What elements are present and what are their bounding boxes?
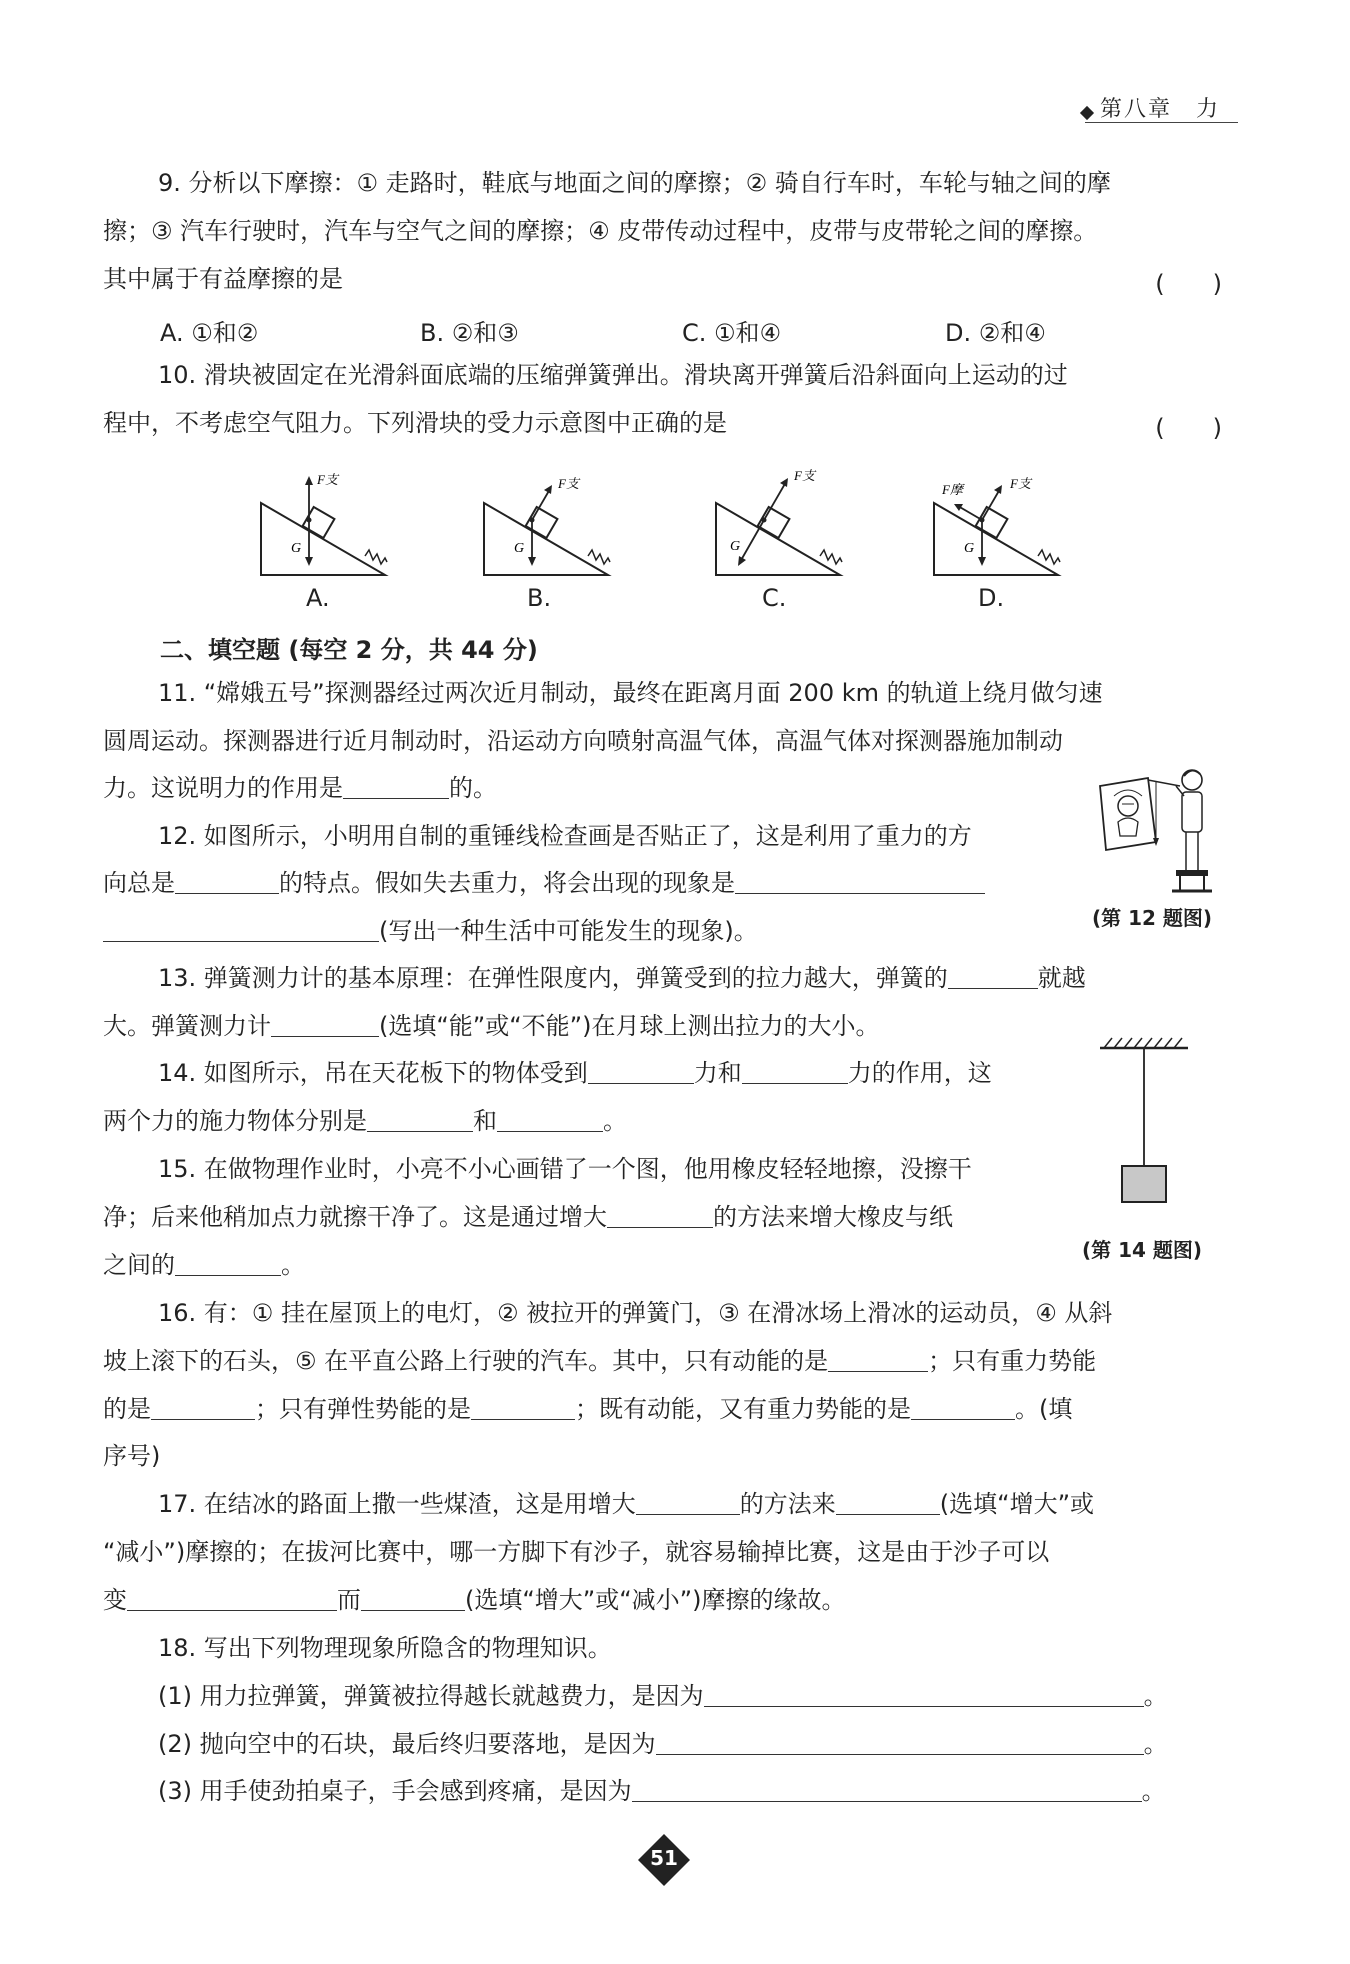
q13-blank-1[interactable] bbox=[948, 966, 1038, 989]
q14-line-1-text: 14. 如图所示，吊在天花板下的物体受到 bbox=[158, 1059, 588, 1087]
section-2-title: 二、填空题 (每空 2 分，共 44 分) bbox=[160, 636, 538, 664]
q18-blank-3[interactable] bbox=[632, 1779, 1142, 1802]
q13-blank-2[interactable] bbox=[271, 1014, 379, 1037]
chapter-header: 第八章 力 bbox=[1099, 97, 1220, 122]
q17-line-3-end: (选填“增大”或“减小”)摩擦的缘故。 bbox=[465, 1586, 846, 1614]
q11-line-1: 11. “嫦娥五号”探测器经过两次近月制动，最终在距离月面 200 km 的轨道上绕月做匀速 bbox=[158, 679, 1103, 707]
q17-line-1-mid: 的方法来 bbox=[739, 1490, 836, 1518]
q17-line-1-text: 17. 在结冰的路面上撒一些煤渣，这是用增大 bbox=[158, 1490, 636, 1518]
q16-line-3-mid-1: ；只有弹性势能的是 bbox=[255, 1395, 471, 1423]
q12-blank-2-cont[interactable] bbox=[103, 919, 379, 942]
q12-line-2-mid: 的特点。假如失去重力，将会出现的现象是 bbox=[279, 869, 735, 897]
q12-line-1: 12. 如图所示，小明用自制的重锤线检查画是否贴正了，这是利用了重力的方 bbox=[158, 822, 972, 850]
q10-c-support-label: F支 bbox=[794, 468, 815, 483]
q13-line-2-end: (选填“能”或“不能”)在月球上测出拉力的大小。 bbox=[379, 1012, 880, 1040]
q16-line-2-text: 坡上滚下的石头，⑤ 在平直公路上行驶的汽车。其中，只有动能的是 bbox=[103, 1347, 829, 1375]
q12-line-2 bbox=[103, 868, 985, 898]
header-rule bbox=[1085, 122, 1238, 123]
q10-figure-b bbox=[478, 470, 618, 580]
q15-blank-1[interactable] bbox=[607, 1205, 713, 1228]
q16-line-3 bbox=[103, 1394, 1072, 1424]
q9-line-1: 9. 分析以下摩擦：① 走路时，鞋底与地面之间的摩擦；② 骑自行车时，车轮与轴之间的摩 bbox=[158, 169, 1111, 197]
q17-blank-1[interactable] bbox=[636, 1492, 740, 1515]
q14-line-2 bbox=[103, 1106, 627, 1136]
q12-figure-plumb-line bbox=[1092, 766, 1232, 906]
q17-line-3-mid: 而 bbox=[337, 1586, 361, 1614]
q10-d-support-label: F支 bbox=[1010, 476, 1031, 491]
q15-line-2 bbox=[103, 1202, 953, 1232]
q18-sub-1 bbox=[158, 1681, 1168, 1711]
q14-line-2-text: 两个力的施力物体分别是 bbox=[103, 1107, 367, 1135]
q15-blank-2[interactable] bbox=[175, 1253, 281, 1276]
q18-line-1: 18. 写出下列物理现象所隐含的物理知识。 bbox=[158, 1634, 612, 1662]
q15-line-2-text: 净；后来他稍加点力就擦干净了。这是通过增大 bbox=[103, 1203, 607, 1231]
q15-line-3-text: 之间的 bbox=[103, 1251, 175, 1279]
q9-answer-paren: ( ) bbox=[1155, 270, 1222, 298]
q16-line-1: 16. 有：① 挂在屋顶上的电灯，② 被拉开的弹簧门，③ 在滑冰场上滑冰的运动员，④ 从斜 bbox=[158, 1299, 1113, 1327]
q14-line-1-mid: 力和 bbox=[693, 1059, 742, 1087]
q9-option-b: B. ②和③ bbox=[420, 319, 519, 347]
q16-blank-4[interactable] bbox=[911, 1397, 1015, 1420]
q18-blank-1[interactable] bbox=[704, 1684, 1144, 1707]
q10-d-gravity-label: G bbox=[964, 541, 975, 556]
q10-figure-d-label: D. bbox=[978, 584, 1005, 612]
q16-line-2-end: ；只有重力势能 bbox=[928, 1347, 1097, 1375]
q12-line-2-text: 向总是 bbox=[103, 869, 175, 897]
q14-figure-caption: (第 14 题图) bbox=[1082, 1238, 1203, 1262]
page-number: 51 bbox=[650, 1846, 678, 1870]
q17-line-1 bbox=[158, 1489, 1094, 1519]
q15-line-1: 15. 在做物理作业时，小亮不小心画错了一个图，他用橡皮轻轻地擦，没擦干 bbox=[158, 1155, 972, 1183]
q12-blank-1[interactable] bbox=[175, 871, 279, 894]
q10-figure-c-label: C. bbox=[762, 584, 787, 612]
q12-figure-caption: (第 12 题图) bbox=[1092, 906, 1213, 930]
q11-line-3 bbox=[103, 773, 497, 803]
q11-line-3-end: 的。 bbox=[449, 774, 497, 802]
q12-line-3-text: (写出一种生活中可能发生的现象)。 bbox=[379, 917, 758, 945]
q10-figure-a-label: A. bbox=[306, 584, 330, 612]
q10-figure-c bbox=[710, 466, 850, 580]
q10-answer-paren: ( ) bbox=[1155, 414, 1222, 442]
q10-d-friction-label: F摩 bbox=[942, 482, 963, 497]
q16-line-4: 序号) bbox=[103, 1442, 161, 1470]
q9-option-c: C. ①和④ bbox=[682, 319, 782, 347]
q14-blank-4[interactable] bbox=[497, 1109, 603, 1132]
q11-line-3-text: 力。这说明力的作用是 bbox=[103, 774, 343, 802]
q14-blank-1[interactable] bbox=[588, 1061, 694, 1084]
q9-line-3: 其中属于有益摩擦的是 bbox=[103, 265, 343, 293]
q14-line-1-end: 力的作用，这 bbox=[847, 1059, 992, 1087]
q10-c-gravity-label: G bbox=[730, 539, 741, 554]
header-diamond-icon bbox=[1080, 106, 1094, 120]
q18-sub-3 bbox=[158, 1776, 1166, 1806]
q11-blank[interactable] bbox=[343, 776, 449, 799]
q18-sub-2-text: (2) 抛向空中的石块，最后终归要落地，是因为 bbox=[158, 1730, 656, 1758]
q16-line-3-text: 的是 bbox=[103, 1395, 151, 1423]
q17-line-3-text: 变 bbox=[103, 1586, 127, 1614]
q16-line-3-mid-2: ；既有动能，又有重力势能的是 bbox=[575, 1395, 911, 1423]
q18-sub-2-end: 。 bbox=[1143, 1730, 1168, 1758]
page-number-badge bbox=[638, 1834, 690, 1886]
q13-line-1-text: 13. 弹簧测力计的基本原理：在弹性限度内，弹簧受到的拉力越大，弹簧的 bbox=[158, 964, 948, 992]
q12-line-3 bbox=[103, 916, 758, 946]
q15-line-3 bbox=[103, 1250, 305, 1280]
q17-line-2: “减小”)摩擦的；在拔河比赛中，哪一方脚下有沙子，就容易输掉比赛，这是由于沙子可以 bbox=[103, 1538, 1050, 1566]
q18-sub-1-end: 。 bbox=[1143, 1682, 1168, 1710]
q9-option-a: A. ①和② bbox=[160, 319, 259, 347]
q18-sub-3-text: (3) 用手使劲拍桌子，手会感到疼痛，是因为 bbox=[158, 1777, 632, 1805]
q14-line-2-end: 。 bbox=[603, 1107, 627, 1135]
q18-sub-2 bbox=[158, 1729, 1168, 1759]
q10-figure-d bbox=[928, 470, 1068, 580]
q14-line-2-mid: 和 bbox=[473, 1107, 497, 1135]
q10-figure-b-label: B. bbox=[527, 584, 552, 612]
q17-line-1-end: (选填“增大”或 bbox=[939, 1490, 1095, 1518]
q13-line-1 bbox=[158, 963, 1086, 993]
q18-sub-3-end: 。 bbox=[1141, 1777, 1166, 1805]
q16-blank-1[interactable] bbox=[828, 1349, 928, 1372]
q14-blank-3[interactable] bbox=[367, 1109, 473, 1132]
q10-line-2: 程中，不考虑空气阻力。下列滑块的受力示意图中正确的是 bbox=[103, 409, 727, 437]
q9-option-d: D. ②和④ bbox=[945, 319, 1046, 347]
q13-line-1-end: 就越 bbox=[1037, 964, 1086, 992]
q16-blank-2[interactable] bbox=[151, 1397, 255, 1420]
q17-blank-2[interactable] bbox=[836, 1492, 940, 1515]
q10-a-gravity-label: G bbox=[291, 541, 302, 556]
q16-line-3-end: 。(填 bbox=[1015, 1395, 1073, 1423]
q18-blank-2[interactable] bbox=[656, 1732, 1144, 1755]
q15-line-2-end: 的方法来增大橡皮与纸 bbox=[713, 1203, 953, 1231]
q17-blank-4[interactable] bbox=[361, 1588, 465, 1611]
q11-line-2: 圆周运动。探测器进行近月制动时，沿运动方向喷射高温气体，高温气体对探测器施加制动 bbox=[103, 727, 1063, 755]
q13-line-2-text: 大。弹簧测力计 bbox=[103, 1012, 271, 1040]
q17-line-3 bbox=[103, 1585, 845, 1615]
q10-b-support-label: F支 bbox=[558, 476, 579, 491]
q17-blank-3[interactable] bbox=[127, 1588, 337, 1611]
q16-line-2 bbox=[103, 1346, 1096, 1376]
q15-line-3-end: 。 bbox=[281, 1251, 305, 1279]
q10-b-gravity-label: G bbox=[514, 541, 525, 556]
q18-sub-1-text: (1) 用力拉弹簧，弹簧被拉得越长就越费力，是因为 bbox=[158, 1682, 704, 1710]
q12-blank-2[interactable] bbox=[735, 871, 985, 894]
q14-blank-2[interactable] bbox=[742, 1061, 848, 1084]
q10-figure-a bbox=[255, 470, 395, 580]
q10-a-support-label: F支 bbox=[317, 472, 338, 487]
q14-line-1 bbox=[158, 1058, 992, 1088]
q9-line-2: 擦；③ 汽车行驶时，汽车与空气之间的摩擦；④ 皮带传动过程中，皮带与皮带轮之间的摩擦。 bbox=[103, 217, 1098, 245]
q13-line-2 bbox=[103, 1011, 879, 1041]
q16-blank-3[interactable] bbox=[471, 1397, 575, 1420]
q10-line-1: 10. 滑块被固定在光滑斜面底端的压缩弹簧弹出。滑块离开弹簧后沿斜面向上运动的过 bbox=[158, 361, 1068, 389]
q14-figure-hanging-block bbox=[1096, 1034, 1192, 1214]
